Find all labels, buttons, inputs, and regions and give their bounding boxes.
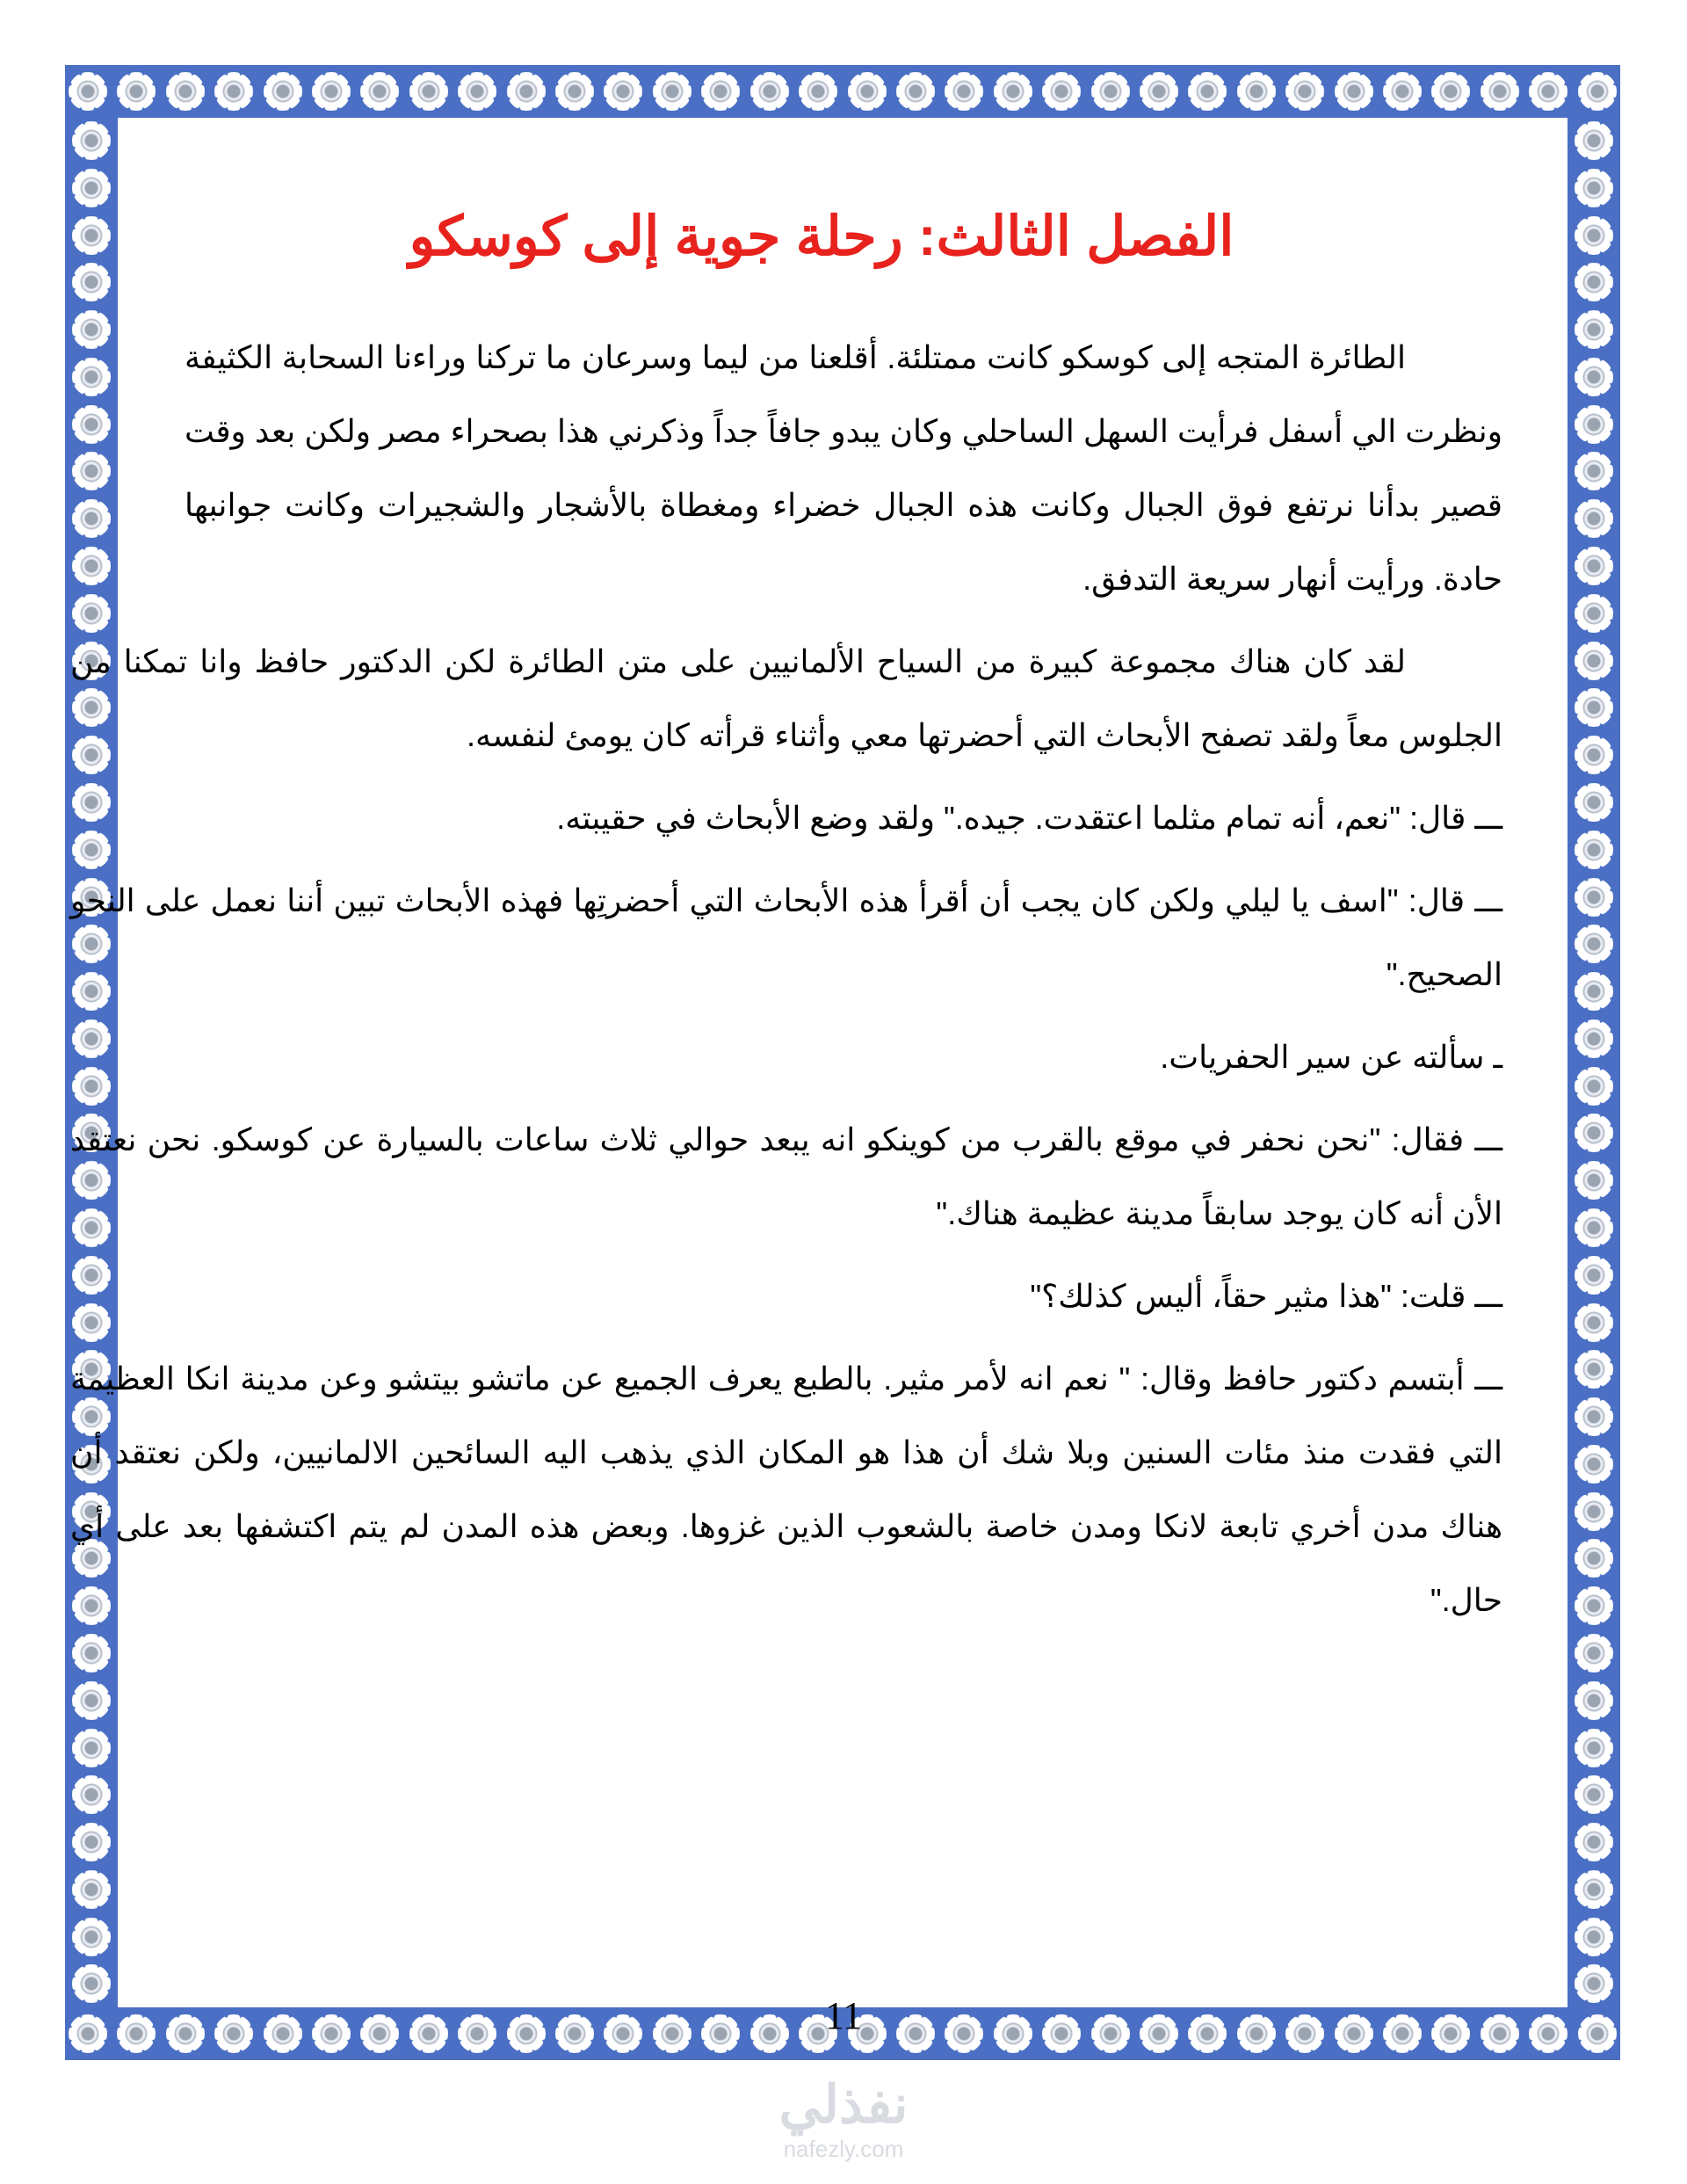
border-flower-icon <box>1575 1918 1613 1956</box>
border-top-flowers <box>65 65 1620 118</box>
border-flower-icon <box>1575 736 1613 774</box>
chapter-title: الفصل الثالث: رحلة جوية إلى كوسكو <box>409 207 1234 267</box>
border-flower-icon <box>72 169 111 207</box>
border-flower-icon <box>1575 1161 1613 1200</box>
border-flower-icon <box>1575 1870 1613 1909</box>
border-flower-icon <box>1575 925 1613 963</box>
paragraph-dialogue-1: ـــ قال: "نعم، أنه تمام مثلما اعتقدت. جيده." ولقد وضع الأبحاث في حقيبته. <box>556 799 1502 836</box>
border-flower-icon <box>1575 263 1613 301</box>
border-flower-icon <box>1383 72 1422 111</box>
border-flower-icon <box>1575 452 1613 490</box>
border-flower-icon <box>1575 1067 1613 1106</box>
border-flower-icon <box>1575 878 1613 917</box>
border-flower-icon <box>1575 547 1613 585</box>
border-flower-icon <box>1575 1397 1613 1436</box>
paragraph-dialogue-6: ـــ أبتسم دكتور حافظ وقال: " نعم انه لأمر مثير. بالطبع يعرف الجميع عن ماتشو بيتشو وعن مدينة انكا العظيمة التي فقدت منذ مئات السنين وبلا شك أن هذا هو المكان الذي يذهب اليه السائحين الالمانيين، ولكن نعتقد أن هناك مدن أخري تابعة لانكا ومدن خاصة بالشعوب الذين غزوها. وبعض هذه المدن لم يتم اكتشفها بعد على أي حال." <box>70 1360 1502 1618</box>
border-flower-icon <box>72 783 111 822</box>
border-flower-icon <box>72 1870 111 1909</box>
border-flower-icon <box>72 263 111 301</box>
paragraph-dialogue-3: ـ سألته عن سير الحفريات. <box>1160 1038 1502 1075</box>
border-flower-icon <box>1431 72 1470 111</box>
border-flower-icon <box>799 72 837 111</box>
border-flower-icon <box>1575 972 1613 1011</box>
border-flower-icon <box>312 72 351 111</box>
border-flower-icon <box>360 72 399 111</box>
border-flower-icon <box>1575 1492 1613 1531</box>
page-number: 11 <box>824 1994 863 2037</box>
border-flower-icon <box>1575 405 1613 444</box>
border-flower-icon <box>72 1918 111 1956</box>
border-flower-icon <box>72 547 111 585</box>
border-flower-icon <box>1575 1350 1613 1389</box>
paragraph-dialogue-2: ـــ قال: "اسف يا ليلي ولكن كان يجب أن أقرأ هذه الأبحاث التي أحضرتِها فهذه الأبحاث تبين أننا نعمل على النحو الصحيح." <box>70 882 1502 992</box>
border-flower-icon <box>994 72 1032 111</box>
border-flower-icon <box>1529 72 1568 111</box>
border-flower-icon <box>69 72 107 111</box>
border-flower-icon <box>1578 72 1617 111</box>
paragraph-german-tourists: لقد كان هناك مجموعة كبيرة من السياح الألمانيين على متن الطائرة لكن الدكتور حافظ وانا تمكنا من الجلوس معاً ولقد تصفح الأبحاث التي أحضرتها معي وأثناء قرأته كان يومئ لنفسه. <box>70 642 1502 753</box>
border-flower-icon <box>72 1681 111 1720</box>
border-flower-icon <box>72 121 111 160</box>
border-flower-icon <box>1575 642 1613 680</box>
border-flower-icon <box>72 358 111 396</box>
border-flower-icon <box>555 72 594 111</box>
border-flower-icon <box>72 216 111 255</box>
border-flower-icon <box>1481 72 1519 111</box>
border-flower-icon <box>1575 310 1613 349</box>
border-flower-icon <box>1575 216 1613 255</box>
border-flower-icon <box>72 499 111 538</box>
page-content <box>70 176 1502 1646</box>
border-flower-icon <box>264 72 302 111</box>
watermark <box>751 2074 936 2162</box>
border-flower-icon <box>896 72 935 111</box>
paragraph-dialogue-4: ـــ فقال: "نحن نحفر في موقع بالقرب من كوينكو انه يبعد حوالي ثلاث ساعات بالسيارة عن كوسكو. نحن نعتقد الأن أنه كان يوجد سابقاً مدينة عظيمة هناك." <box>70 1121 1502 1231</box>
border-flower-icon <box>1575 1729 1613 1767</box>
border-flower-icon <box>1575 783 1613 822</box>
border-flower-icon <box>1091 72 1130 111</box>
border-flower-icon <box>72 1067 111 1106</box>
border-flower-icon <box>1575 1256 1613 1295</box>
border-flower-icon <box>458 72 496 111</box>
border-flower-icon <box>1575 1823 1613 1861</box>
border-flower-icon <box>1575 499 1613 538</box>
border-flower-icon <box>1575 688 1613 727</box>
border-flower-icon <box>1575 831 1613 869</box>
border-flower-icon <box>1575 1445 1613 1484</box>
border-flower-icon <box>1575 1303 1613 1342</box>
border-flower-icon <box>72 1775 111 1814</box>
border-flower-icon <box>409 72 448 111</box>
border-flower-icon <box>1140 72 1178 111</box>
border-left-flowers <box>65 118 118 2007</box>
border-flower-icon <box>653 72 691 111</box>
border-flower-icon <box>1575 1114 1613 1152</box>
border-flower-icon <box>72 1256 111 1295</box>
border-right-flowers <box>1568 118 1620 2007</box>
border-flower-icon <box>1575 1208 1613 1247</box>
border-flower-icon <box>72 1729 111 1767</box>
border-flower-icon <box>72 1634 111 1672</box>
border-flower-icon <box>1188 72 1227 111</box>
border-flower-icon <box>1042 72 1081 111</box>
border-flower-icon <box>1575 1775 1613 1814</box>
border-flower-icon <box>945 72 983 111</box>
paragraph-flight-description: الطائرة المتجه إلى كوسكو كانت ممتلئة. أقلعنا من ليما وسرعان ما تركنا وراءنا السحابة الكثيفة ونظرت الي أسفل فرأيت السهل الساحلي وكان يبدو جافاً جداً وذكرني هذا بصحراء مصر ولكن بعد وقت قصير بدأنا نرتفع فوق الجبال وكانت هذه الجبال خضراء ومغطاة بالأشجار والشجيرات وكانت جوانبها حادة. ورأيت أنهار سريعة التدفق. <box>185 338 1502 597</box>
border-flower-icon <box>507 72 546 111</box>
border-flower-icon <box>72 1823 111 1861</box>
border-flower-icon <box>1575 1539 1613 1578</box>
border-flower-icon <box>72 452 111 490</box>
border-flower-icon <box>1575 1586 1613 1625</box>
border-flower-icon <box>72 1019 111 1058</box>
watermark-logo: نفذلي <box>778 2075 909 2134</box>
border-flower-icon <box>1285 72 1324 111</box>
paragraph-dialogue-5: ـــ قلت: "هذا مثير حقاً، أليس كذلك؟" <box>1030 1277 1502 1314</box>
watermark-url: nafezly.com <box>783 2136 904 2162</box>
border-flower-icon <box>1575 358 1613 396</box>
border-flower-icon <box>1575 1681 1613 1720</box>
border-flower-icon <box>1237 72 1276 111</box>
border-flower-icon <box>848 72 887 111</box>
border-flower-icon <box>166 72 205 111</box>
border-flower-icon <box>701 72 740 111</box>
border-flower-icon <box>750 72 789 111</box>
border-flower-icon <box>214 72 253 111</box>
border-flower-icon <box>604 72 642 111</box>
border-flower-icon <box>72 405 111 444</box>
border-flower-icon <box>72 310 111 349</box>
border-flower-icon <box>1575 169 1613 207</box>
border-flower-icon <box>1575 594 1613 633</box>
border-flower-icon <box>1575 1634 1613 1672</box>
border-flower-icon <box>1575 1019 1613 1058</box>
border-flower-icon <box>72 1303 111 1342</box>
border-flower-icon <box>117 72 156 111</box>
border-flower-icon <box>1575 121 1613 160</box>
border-flower-icon <box>1335 72 1373 111</box>
